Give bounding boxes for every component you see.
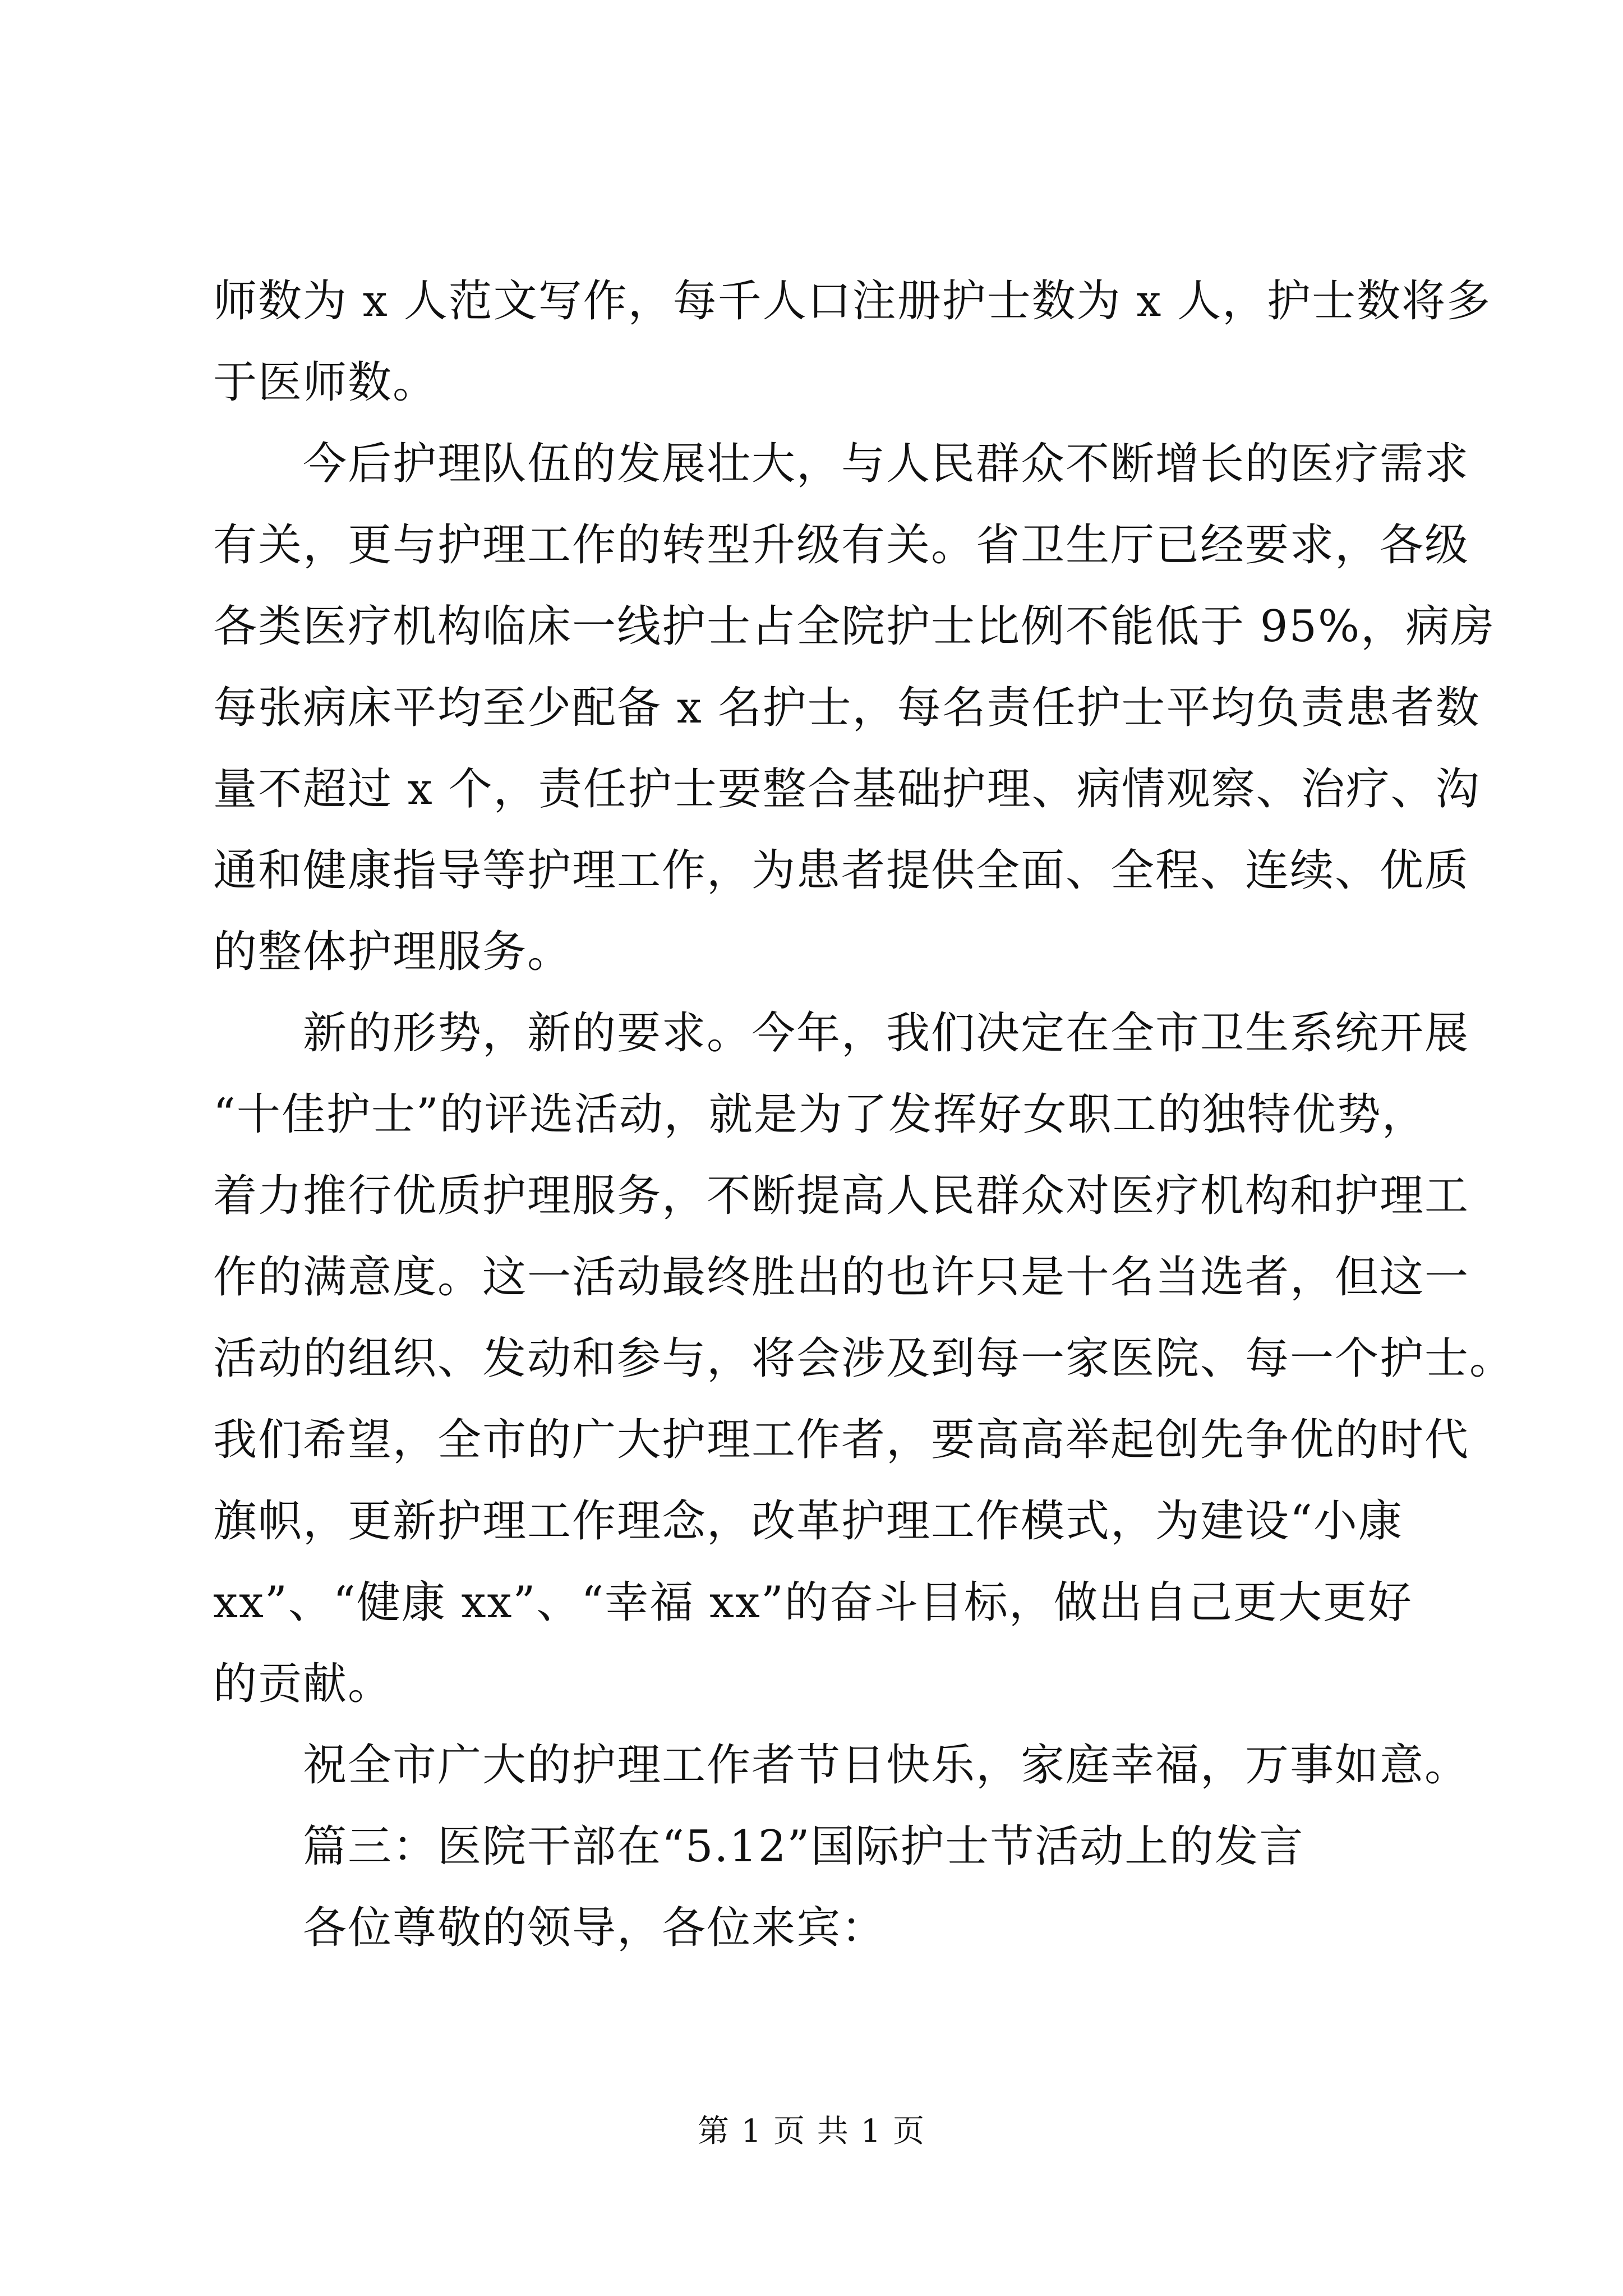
text-line: 活动的组织、发动和参与，将会涉及到每一家医院、每一个护士。	[213, 1333, 1515, 1384]
text-line: xx”、“健康 xx”、“幸福 xx”的奋斗目标，做出自己更大更好	[213, 1577, 1413, 1628]
text-line: 各位尊敬的领导，各位来宾：	[303, 1903, 887, 1953]
paragraph-3	[213, 993, 1515, 1725]
page-footer	[0, 2106, 1623, 2151]
document-body	[213, 261, 1515, 1969]
text-line: 篇三：医院干部在“5.12”国际护士节活动上的发言	[303, 1821, 1304, 1872]
text-line: 于医师数。	[213, 357, 438, 408]
text-line: 作的满意度。这一活动最终胜出的也许只是十名当选者，但这一	[213, 1252, 1470, 1303]
paragraph-1	[213, 261, 1492, 424]
paragraph-4	[213, 1725, 1470, 1806]
text-line: 新的形势，新的要求。今年，我们决定在全市卫生系统开展	[303, 1008, 1470, 1059]
text-line: 我们希望，全市的广大护理工作者，要高高举起创先争优的时代	[213, 1415, 1470, 1465]
text-line: 有关，更与护理工作的转型升级有关。省卫生厅已经要求，各级	[213, 520, 1470, 570]
text-line: 旗帜，更新护理工作理念，改革护理工作模式，为建设“小康	[213, 1496, 1403, 1547]
text-line: 师数为 x 人范文写作，每千人口注册护士数为 x 人，护士数将多	[213, 276, 1492, 326]
text-line: 各类医疗机构临床一线护士占全院护士比例不能低于 95%，病房	[213, 601, 1496, 652]
paragraph-2	[213, 424, 1496, 993]
text-line: 量不超过 x 个，责任护士要整合基础护理、病情观察、治疗、沟	[213, 764, 1481, 815]
text-line: 的贡献。	[213, 1659, 393, 1709]
page-number-label: 第 1 页 共 1 页	[697, 2113, 926, 2150]
salutation	[213, 1888, 1413, 1969]
text-line: 着力推行优质护理服务，不断提高人民群众对医疗机构和护理工	[213, 1171, 1470, 1221]
text-line: 的整体护理服务。	[213, 927, 573, 977]
section-heading	[213, 1806, 1413, 1888]
text-line: 每张病床平均至少配备 x 名护士，每名责任护士平均负责患者数	[213, 683, 1481, 733]
text-line: 今后护理队伍的发展壮大，与人民群众不断增长的医疗需求	[303, 439, 1470, 489]
text-line: “十佳护士”的评选活动，就是为了发挥好女职工的独特优势，	[213, 1089, 1427, 1140]
text-line: 通和健康指导等护理工作，为患者提供全面、全程、连续、优质	[213, 845, 1470, 896]
text-line: 祝全市广大的护理工作者节日快乐，家庭幸福，万事如意。	[303, 1740, 1470, 1791]
